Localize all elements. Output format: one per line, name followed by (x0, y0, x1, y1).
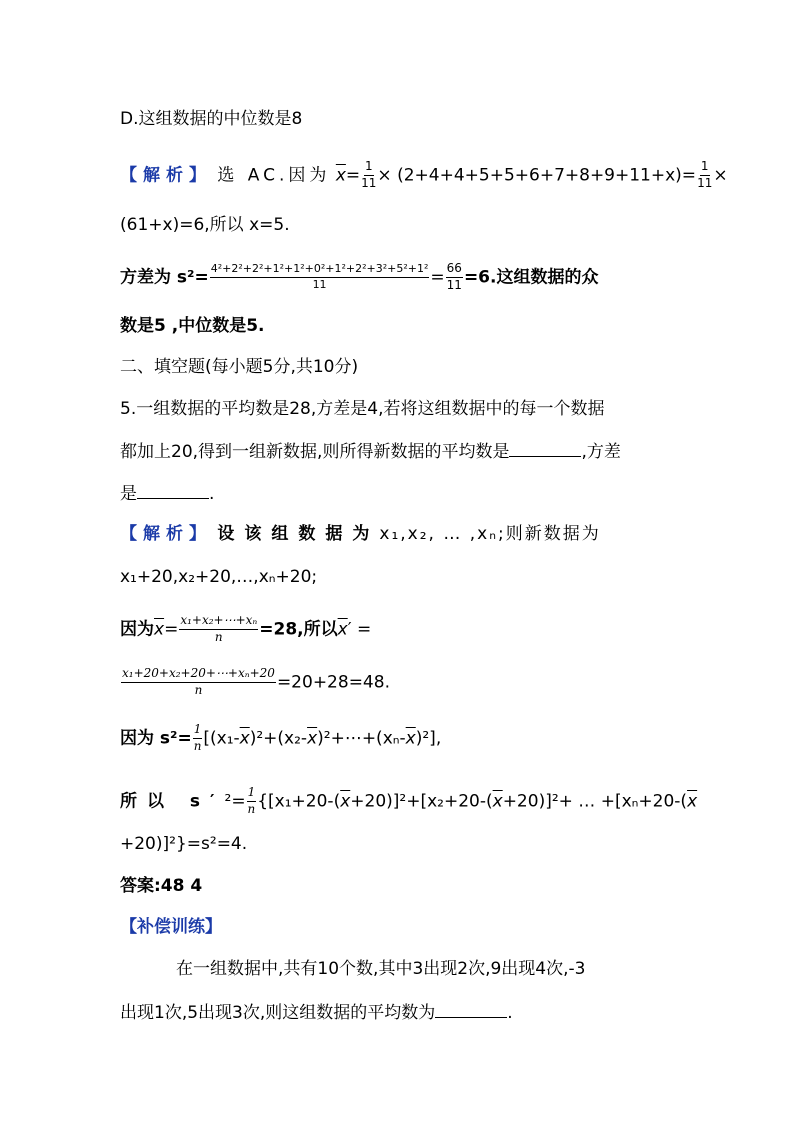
answer-blank-supplement (435, 1003, 507, 1018)
answer-line: 答案:48 4 (120, 876, 203, 896)
fraction-1-11: $\frac{1}{11}$ (361, 159, 377, 190)
new-mean-fraction: $\frac{\text{x₁+20+x₂+20+⋯+xₙ+20}}{n}$ (122, 666, 275, 697)
fraction-1-n: $\frac{1}{n}$ (193, 722, 202, 753)
mean-fraction: $\frac{\text{x₁+x₂+⋯+xₙ}}{n}$ (180, 613, 258, 644)
fraction-1-11-b: $\frac{1}{11}$ (697, 159, 713, 190)
sum-expression: × (2+4+4+5+5+6+7+8+9+11+x)= (377, 165, 697, 186)
supplement-tag: 【补偿训练】 (120, 917, 222, 937)
q5-line2: 都加上20,得到一组新数据,则所得新数据的平均数是 ,方差 (120, 442, 621, 462)
q5-mean-line: 因为$\overline{x}=$ $\frac{\text{x₁+x₂+⋯+xₙ}}{n}$ =28,所以$\overline{x}'$ = (120, 613, 372, 644)
analysis-tag: 【解析】 (120, 165, 212, 186)
answer-blank-variance (137, 484, 209, 499)
variance-result: =6.这组数据的众 (463, 267, 599, 288)
supplement-line2: 出现1次,5出现3次,则这组数据的平均数为 . (120, 1003, 513, 1023)
variance-label: 方差为 s²= (120, 267, 209, 288)
q4-line2: (61+x)=6,所以 x=5. (120, 215, 290, 235)
q5-line1: 5.一组数据的平均数是28,方差是4,若将这组数据中的每一个数据 (120, 399, 605, 419)
q4-mode-median: 数是5 ,中位数是5. (120, 316, 265, 336)
section-title: 二、填空题(每小题5分,共10分) (120, 357, 359, 377)
q5-variance-formula: 因为 s²= $\frac{1}{n}$ $[(x_1-\overline{x})^2+(x_2-\overline{x})^2+\cdots+(x_n-\overline{x})^2]$, (120, 722, 442, 753)
fraction-66-11: $\frac{66}{11}$ (446, 261, 462, 292)
q4-variance-line: 方差为 s²= $\frac{\text{4²+2²+2²+1²+1²+0²+1²+2²+3²+5²+1²}}{11}$ = $\frac{66}{11}$ =6.这组数据的众 (120, 261, 599, 292)
supplement-line1: 在一组数据中,共有10个数,其中3出现2次,9出现4次,-3 (176, 959, 586, 979)
q5-new-variance-line: 所以 s′²= $\frac{1}{n}$ {$[x_1+20-(\overline{x}+20)]^2+[x_2+20-(\overline{x}+20)]^2+$ … $+[x_n+20-(\overline{x}$ (120, 785, 698, 816)
variance-fraction: $\frac{\text{4²+2²+2²+1²+1²+0²+1²+2²+3²+5²+1²}}{11}$ (210, 262, 429, 291)
q4-analysis-line1: 【解析】 选 AC.因为 $\overline{x}=$ $\frac{1}{11}$ × (2+4+4+5+5+6+7+8+9+11+x)= $\frac{1}{11}$ × (120, 159, 728, 190)
q5-new-variance-line2: +20)]²}=s²=4. (120, 834, 248, 854)
answer-blank-mean (509, 442, 581, 457)
q5-new-mean-line: $\frac{\text{x₁+20+x₂+20+⋯+xₙ+20}}{n}$ =20+28=48. (122, 666, 390, 697)
q5-analysis-line2: x₁+20,x₂+20,…,xₙ+20; (120, 567, 318, 587)
times-sign: × (713, 165, 728, 186)
fraction-1-n-b: $\frac{1}{n}$ (247, 785, 256, 816)
analysis-tag: 【解析】 (120, 524, 212, 544)
q4-choice-text: 选 AC.因为 (217, 165, 331, 186)
mean-symbol: $\overline{x}$ (335, 165, 346, 186)
option-d: D.这组数据的中位数是8 (120, 109, 303, 129)
q5-line3: 是 . (120, 484, 215, 504)
q5-analysis-line1: 【解析】 设该组数据为x₁,x₂, … ,xₙ;则新数据为 (120, 524, 601, 544)
